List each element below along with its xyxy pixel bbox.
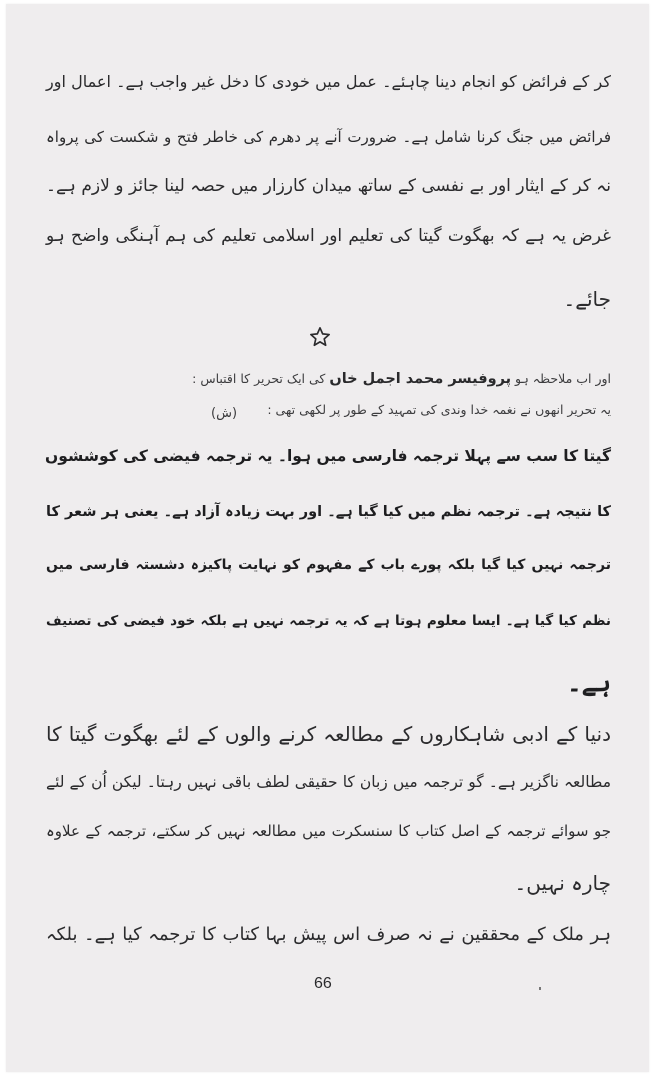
- author-name: پروفیسر محمد اجمل خاں: [329, 371, 512, 387]
- quote-intro-line2: یہ تحریر انھوں نے نغمہ خدا وندی کی تمہید کے طور پر لکھی تھی :: [267, 402, 611, 417]
- text-line: مطالعہ ناگزیر ہے۔ گو ترجمہ میں زبان کا حقیقی لطف باقی نہیں رہتا۔ لیکن اُن کے لئے: [46, 773, 611, 791]
- text-line: چارہ نہیں۔: [514, 871, 611, 895]
- quote-intro: [46, 370, 611, 388]
- ink-speck: [539, 987, 541, 990]
- text-line: جو سوائے ترجمہ کے اصل کتاب کا سنسکرت میں مطالعہ نہیں کر سکتے، ترجمہ کے علاوہ: [46, 822, 611, 840]
- text-line: غرض یہ ہے کہ بھگوت گیتا کی تعلیم اور اسلامی تعلیم کی ہم آہنگی واضح ہو: [46, 226, 611, 246]
- note-suffix: کی ایک تحریر کا اقتباس :: [192, 371, 326, 386]
- text-line: فرائض میں جنگ کرنا شامل ہے۔ ضرورت آنے پر دھرم کی خاطر فتح و شکست کی پرواہ: [46, 128, 611, 146]
- page-number: 66: [314, 975, 332, 992]
- editor-sign: (ش): [211, 406, 238, 421]
- text-line: ہر ملک کے محققین نے نہ صرف اس پیش بہا کتاب کا ترجمہ کیا ہے۔ بلکہ: [46, 924, 611, 945]
- text-line: جائے۔: [563, 287, 611, 311]
- quote-line: گیتا کا سب سے پہلا ترجمہ فارسی میں ہوا۔ یہ ترجمہ فیضی کی کوششوں: [45, 447, 611, 465]
- note-prefix: اور اب ملاحظہ ہو: [515, 371, 611, 386]
- quote-line: کا نتیجہ ہے۔ ترجمہ نظم میں کیا گیا ہے۔ اور بہت زیادہ آزاد ہے۔ یعنی ہر شعر کا: [46, 504, 611, 520]
- quote-line: ہے۔: [567, 668, 611, 697]
- text-line: کر کے فرائض کو انجام دینا چاہئے۔ عمل میں خودی کا دخل غیر واجب ہے۔ اعمال اور: [46, 72, 611, 91]
- quote-line: نظم کیا گیا ہے۔ ایسا معلوم ہوتا ہے کہ یہ ترجمہ نہیں ہے بلکہ خود فیضی کی تصنیف: [46, 613, 611, 629]
- book-page: [6, 4, 649, 1072]
- star-outline-icon: [309, 326, 331, 348]
- quote-line: ترجمہ نہیں کیا گیا بلکہ پورے باب کے مفہوم کو نہایت پاکیزہ دشستہ فارسی میں: [46, 557, 611, 573]
- text-line: دنیا کے ادبی شاہکاروں کے مطالعہ کرنے والوں کے لئے بھگوت گیتا کا: [46, 722, 611, 746]
- text-line: نہ کر کے ایثار اور بے نفسی کے ساتھ میدان کارزار میں حصہ لینا جائز و لازم ہے۔: [46, 176, 611, 196]
